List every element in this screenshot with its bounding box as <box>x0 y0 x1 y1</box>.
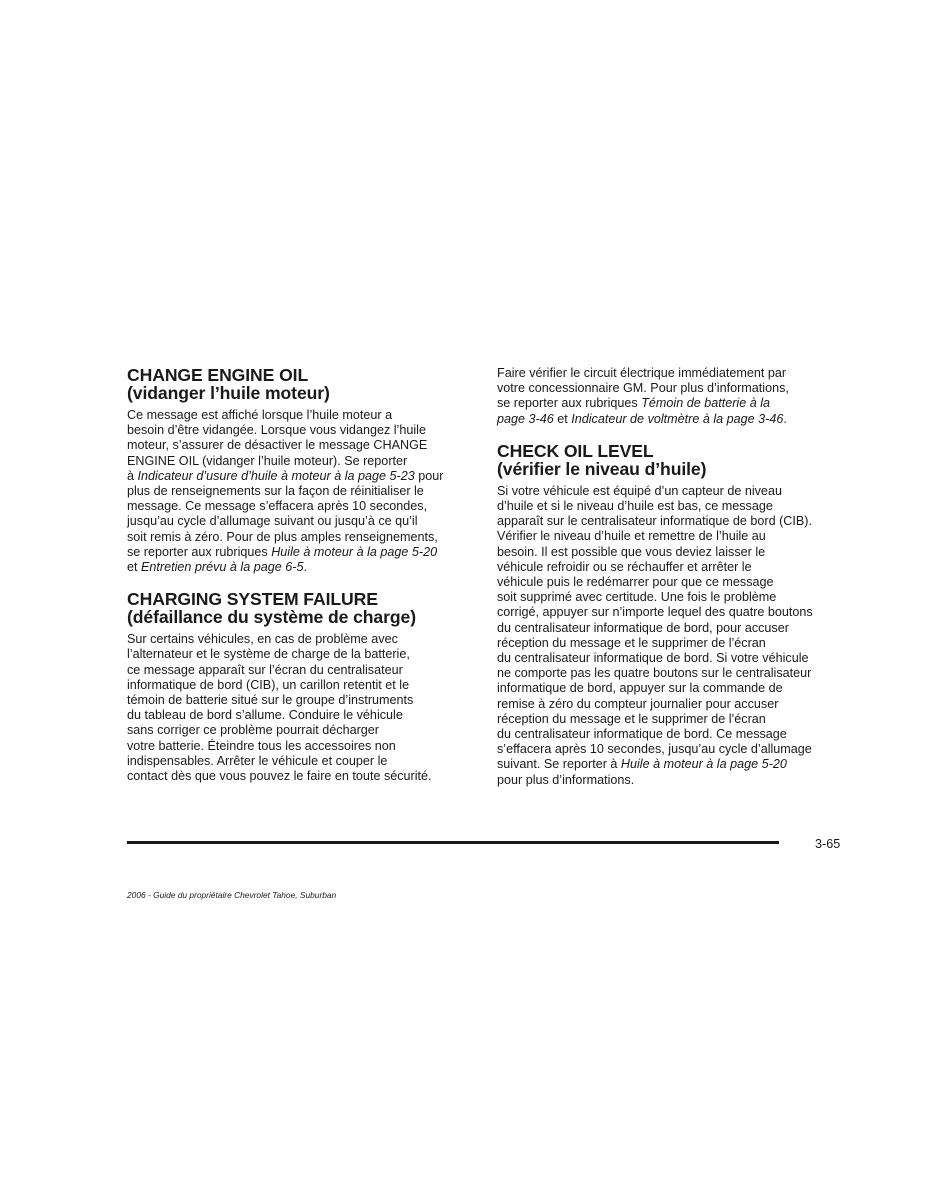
left-column <box>127 366 473 784</box>
body-line: pour plus d’informations. <box>497 772 635 787</box>
body-line: l’alternateur et le système de charge de la batterie, <box>127 647 410 662</box>
footer-rule <box>127 841 779 844</box>
title-line-1: CHARGING SYSTEM FAILURE <box>127 589 378 610</box>
body-line: du centralisateur informatique de bord. Si votre véhicule <box>497 651 809 666</box>
body-line: page 3-46 et Indicateur de voltmètre à la page 3-46. <box>497 411 787 426</box>
body-line: témoin de batterie situé sur le groupe d’instruments <box>127 693 414 708</box>
body-line: message. Ce message s’effacera après 10 secondes, <box>127 499 428 514</box>
body-line: se reporter aux rubriques Témoin de batterie à la <box>497 396 771 411</box>
body-line: suivant. Se reporter à Huile à moteur à la page 5-20 <box>497 757 787 772</box>
body-line: Sur certains véhicules, en cas de problème avec <box>127 632 398 647</box>
body-line: réception du message et le supprimer de l’écran <box>497 635 766 650</box>
body-line: informatique de bord, appuyer sur la commande de <box>497 681 783 696</box>
section-body-charging-system-failure <box>127 632 473 784</box>
section-title-change-engine-oil <box>127 366 473 402</box>
body-line: contact dès que vous pouvez le faire en toute sécurité. <box>127 769 432 784</box>
body-line: réception du message et le supprimer de l’écran <box>497 711 766 726</box>
right-column <box>497 366 843 788</box>
body-line: et Entretien prévu à la page 6-5. <box>127 560 307 575</box>
body-line: soit remis à zéro. Pour de plus amples renseignements, <box>127 529 438 544</box>
body-line: Faire vérifier le circuit électrique immédiatement par <box>497 366 787 380</box>
body-line: s’effacera après 10 secondes, jusqu’au cycle d’allumage <box>497 742 812 757</box>
body-line: d’huile et si le niveau d’huile est bas, ce message <box>497 499 773 514</box>
section-body-check-oil-level <box>497 484 843 788</box>
cross-reference-link[interactable]: Indicateur de voltmètre à la page 3-46 <box>571 411 784 426</box>
body-line: du centralisateur informatique de bord, pour accuser <box>497 620 789 635</box>
title-line-2: (défaillance du système de charge) <box>127 607 416 628</box>
title-line-2: (vidanger l’huile moteur) <box>127 383 330 403</box>
body-line: ne comporte pas les quatre boutons sur le centralisateur <box>497 666 812 681</box>
cross-reference-link[interactable]: page 3-46 <box>497 411 554 426</box>
body-line: remise à zéro du compteur journalier pour accuser <box>497 696 779 711</box>
body-line: sans corriger ce problème pourrait décharger <box>127 723 379 738</box>
body-line: besoin. Il est possible que vous deviez laisser le <box>497 544 766 559</box>
section-body-change-engine-oil <box>127 408 473 575</box>
body-line: votre batterie. Éteindre tous les accessoires non <box>127 738 396 753</box>
body-line: à Indicateur d’usure d’huile à moteur à la page 5-23 pour <box>127 468 444 483</box>
title-line-1: CHECK OIL LEVEL <box>497 440 654 461</box>
continuation-paragraph <box>497 366 843 427</box>
body-line: Vérifier le niveau d’huile et remettre de l’huile au <box>497 529 766 544</box>
body-line: indispensables. Arrêter le véhicule et couper le <box>127 753 388 768</box>
cross-reference-link[interactable]: Huile à moteur à la page 5-20 <box>620 757 787 772</box>
cross-reference-link[interactable]: Indicateur d’usure d’huile à moteur à la page 5-23 <box>137 468 415 483</box>
body-line: votre concessionnaire GM. Pour plus d’informations, <box>497 381 789 396</box>
body-line: se reporter aux rubriques Huile à moteur à la page 5-20 <box>127 544 438 559</box>
body-line: besoin d’être vidangée. Lorsque vous vidangez l’huile <box>127 423 426 438</box>
body-line: corrigé, appuyer sur n’importe lequel des quatre boutons <box>497 605 813 620</box>
body-line: ce message apparaît sur l’écran du centralisateur <box>127 662 403 677</box>
body-line: véhicule puis le redémarrer pour que ce message <box>497 575 774 590</box>
cross-reference-link[interactable]: Huile à moteur à la page 5-20 <box>271 544 438 559</box>
section-title-check-oil-level <box>497 442 843 478</box>
body-line: ENGINE OIL (vidanger l’huile moteur). Se reporter <box>127 453 408 468</box>
body-line: jusqu’au cycle d’allumage suivant ou jusqu’à ce qu’il <box>127 514 418 529</box>
footer-caption: 2006 - Guide du propriétaire Chevrolet Tahoe, Suburban <box>127 890 337 900</box>
body-line: informatique de bord (CIB), un carillon retentit et le <box>127 677 410 692</box>
cross-reference-link[interactable]: Entretien prévu à la page 6-5 <box>141 560 304 575</box>
body-line: du tableau de bord s’allume. Conduire le véhicule <box>127 708 403 723</box>
body-line: du centralisateur informatique de bord. Ce message <box>497 727 787 742</box>
body-line: apparaît sur le centralisateur informatique de bord (CIB). <box>497 514 812 529</box>
body-line: Si votre véhicule est équipé d’un capteur de niveau <box>497 483 782 498</box>
body-line: Ce message est affiché lorsque l’huile moteur a <box>127 408 393 422</box>
body-line: véhicule refroidir ou se réchauffer et arrêter le <box>497 559 752 574</box>
section-title-charging-system-failure <box>127 590 473 626</box>
body-line: plus de renseignements sur la façon de réinitialiser le <box>127 484 424 499</box>
title-line-1: CHANGE ENGINE OIL <box>127 365 309 385</box>
cross-reference-link[interactable]: Témoin de batterie à la <box>641 396 771 411</box>
page-number: 3-65 <box>815 837 841 851</box>
body-line: soit supprimé avec certitude. Une fois le problème <box>497 590 777 605</box>
body-line: moteur, s’assurer de désactiver le message CHANGE <box>127 438 428 453</box>
title-line-2: (vérifier le niveau d’huile) <box>497 458 707 479</box>
